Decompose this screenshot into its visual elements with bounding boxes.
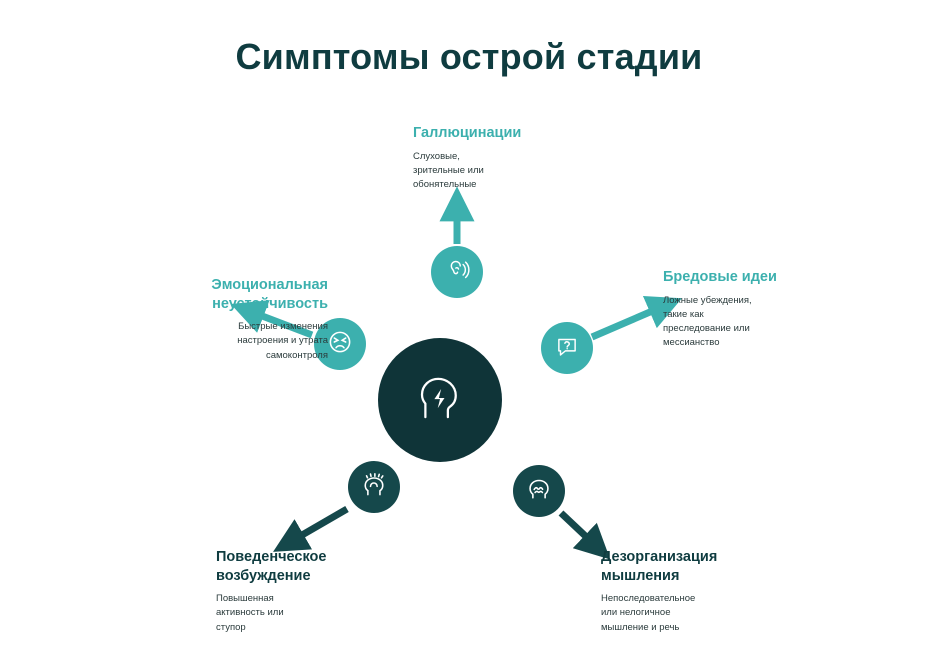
- page-title: Симптомы острой стадии: [235, 36, 703, 77]
- desc-line: Быстрые изменения: [238, 321, 328, 333]
- desc-line: Непоследовательное: [601, 593, 696, 605]
- desc-line: мышление и речь: [601, 621, 680, 633]
- heading-line: Поведенческое: [216, 549, 327, 565]
- desc-line: мессианство: [663, 337, 720, 349]
- desc-line: такие как: [663, 308, 704, 320]
- desc-line: Повышенная: [216, 593, 274, 605]
- arrow-to-behavioral: [290, 509, 347, 542]
- label-emotional-heading: [148, 276, 328, 313]
- desc-line: ступор: [216, 621, 246, 633]
- label-delusions: [663, 268, 863, 351]
- head-with-tangled-lines-icon: [525, 475, 553, 508]
- desc-line: активность или: [216, 607, 284, 619]
- label-behavioral-desc: [216, 592, 406, 635]
- ear-with-soundwaves-icon: [444, 257, 470, 288]
- node-delusions: [541, 322, 593, 374]
- node-behavioral: [348, 461, 400, 513]
- heading-line: Эмоциональная: [211, 277, 328, 293]
- node-hallucinations: [431, 246, 483, 298]
- desc-line: настроения и утрата: [237, 335, 328, 347]
- label-disorganized: [601, 548, 801, 635]
- desc-line: или нелогичное: [601, 607, 671, 619]
- distressed-face-icon: [326, 328, 354, 361]
- node-disorganized: [513, 465, 565, 517]
- desc-line: преследование или: [663, 323, 750, 335]
- heading-line: Дезорганизация: [601, 549, 718, 565]
- heading-line: неустойчивость: [212, 295, 328, 312]
- label-emotional: [148, 276, 328, 363]
- label-delusions-heading: Бредовые идеи: [663, 269, 777, 285]
- desc-line: Ложные убеждения,: [663, 294, 752, 306]
- label-behavioral: [216, 548, 406, 635]
- arrow-to-delusions: [592, 306, 664, 337]
- label-hallucinations-heading: Галлюцинации: [413, 125, 522, 141]
- label-behavioral-heading: [216, 548, 406, 585]
- label-disorganized-desc: [601, 592, 801, 635]
- desc-line: Слуховые,: [413, 150, 460, 162]
- arrow-to-disorganized: [561, 513, 596, 546]
- desc-line: обонятельные: [413, 179, 477, 191]
- agitated-head-icon: [360, 471, 388, 504]
- label-delusions-desc: [663, 294, 863, 351]
- speech-bubble-question-mark-icon: [554, 333, 580, 364]
- center-hub: [378, 338, 502, 462]
- desc-line: зрительные или: [413, 164, 484, 176]
- label-disorganized-heading: [601, 548, 801, 585]
- heading-line: мышления: [601, 567, 680, 584]
- label-hallucinations-desc: [413, 150, 623, 193]
- label-emotional-desc: [148, 320, 328, 363]
- heading-line: возбуждение: [216, 567, 311, 584]
- desc-line: самоконтроля: [265, 349, 328, 361]
- head-with-lightning-bolt-icon: [413, 371, 467, 430]
- label-hallucinations: [413, 124, 623, 192]
